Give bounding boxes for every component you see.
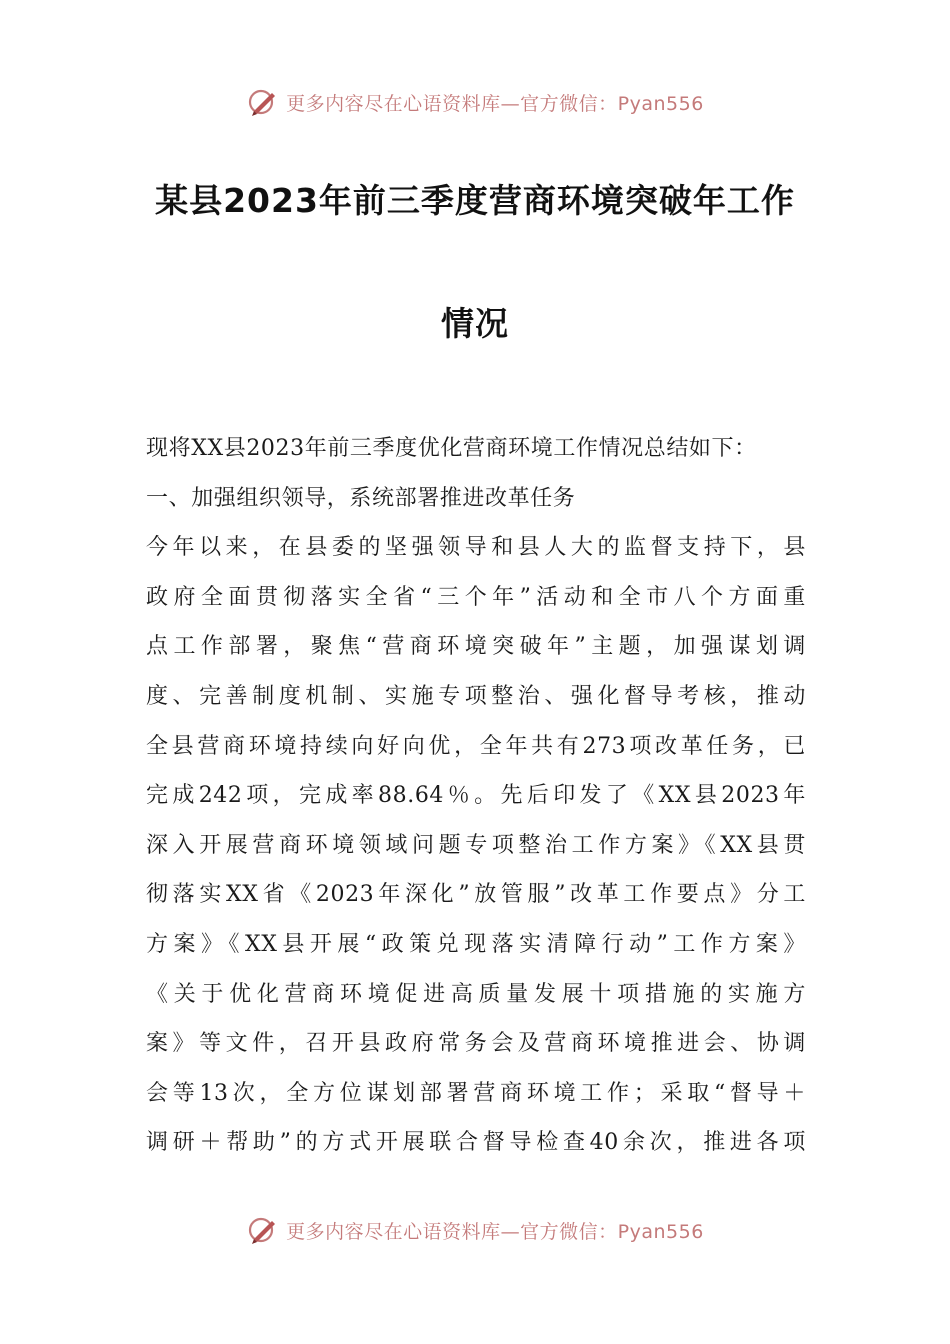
body-line: 政府全面贯彻落实全省“三个年”活动和全市八个方面重 — [146, 584, 806, 610]
body-line: 方案》《XX县开展“政策兑现落实清障行动”工作方案》 — [146, 931, 806, 957]
pen-circle-logo-icon — [246, 85, 280, 119]
footer-watermark-banner — [0, 1210, 950, 1250]
body-line: 今年以来，在县委的坚强领导和县人大的监督支持下，县 — [146, 535, 806, 561]
watermark-text: 更多内容尽在心语资料库—官方微信：Pyan556 — [286, 1220, 704, 1243]
body-line: 会等13次，全方位谋划部署营商环境工作；采取“督导＋ — [146, 1080, 806, 1106]
body-line: 完成242项，完成率88.64％。先后印发了《XX县2023年 — [146, 783, 806, 809]
document-title-line-1: 某县2023年前三季度营商环境突破年工作 — [155, 181, 795, 220]
body-line: 现将XX县2023年前三季度优化营商环境工作情况总结如下： — [146, 436, 757, 461]
header-watermark-banner — [0, 82, 950, 122]
body-line: 《关于优化营商环境促进高质量发展十项措施的实施方 — [146, 981, 806, 1007]
body-line: 彻落实XX省《2023年深化”放管服”改革工作要点》分工 — [146, 882, 806, 908]
body-line: 案》等文件，召开县政府常务会及营商环境推进会、协调 — [146, 1031, 806, 1057]
body-line: 度、完善制度机制、实施专项整治、强化督导考核，推动 — [146, 683, 806, 709]
body-line: 点工作部署，聚焦“营商环境突破年”主题，加强谋划调 — [146, 634, 806, 660]
body-line: 调研＋帮助”的方式开展联合督导检查40余次，推进各项 — [146, 1130, 806, 1156]
watermark-text: 更多内容尽在心语资料库—官方微信：Pyan556 — [286, 92, 704, 115]
watermark-account: Pyan556 — [617, 1220, 704, 1243]
body-line: 全县营商环境持续向好向优，全年共有273项改革任务，已 — [146, 733, 806, 759]
watermark-account: Pyan556 — [617, 92, 704, 115]
pen-circle-logo-icon — [246, 1213, 280, 1247]
body-line: 深入开展营商环境领域问题专项整治工作方案》《XX县贯 — [146, 832, 806, 858]
section-heading: 一、加强组织领导，系统部署推进改革任务 — [146, 485, 576, 511]
document-title-line-2: 情况 — [441, 304, 509, 343]
document-body — [146, 424, 806, 1168]
